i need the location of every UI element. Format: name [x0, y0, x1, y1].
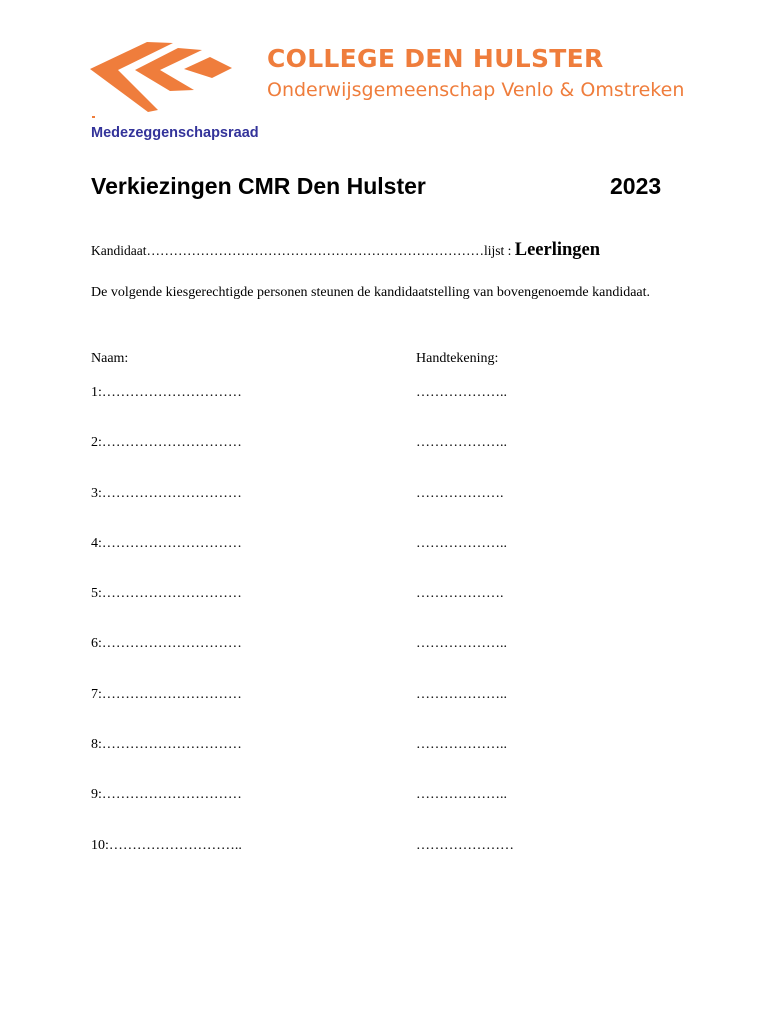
signature-field[interactable]: ………………… — [416, 838, 514, 853]
name-field[interactable]: 8:………………………… — [91, 737, 242, 752]
name-column-header: Naam: — [91, 351, 129, 366]
org-name: COLLEGE DEN HULSTER — [267, 44, 604, 73]
signature-column-header: Handtekening: — [416, 351, 499, 366]
signature-field[interactable]: ………………. — [416, 486, 504, 501]
council-name: Medezeggenschapsraad — [91, 125, 259, 141]
list-value: Leerlingen — [514, 240, 601, 260]
document-year: 2023 — [610, 173, 662, 199]
decorative-dot — [92, 116, 95, 118]
signature-field[interactable]: ……………….. — [416, 385, 507, 400]
signature-field[interactable]: ……………….. — [416, 687, 507, 702]
signature-field[interactable]: ……………….. — [416, 787, 507, 802]
org-subtitle: Onderwijsgemeenschap Venlo & Omstreken — [267, 79, 685, 101]
name-field[interactable]: 4:………………………… — [91, 536, 242, 551]
name-field[interactable]: 3:………………………… — [91, 486, 242, 501]
intro-text: De volgende kiesgerechtigde personen steunen de kandidaatstelling van bovengenoemde kandidaat. — [91, 285, 651, 300]
name-field[interactable]: 6:………………………… — [91, 636, 242, 651]
signature-field[interactable]: ……………….. — [416, 435, 507, 450]
logo-inner-chevron — [184, 57, 232, 78]
signature-field[interactable]: ………………. — [416, 586, 504, 601]
signature-field[interactable]: ……………….. — [416, 536, 507, 551]
name-field[interactable]: 9:………………………… — [91, 787, 242, 802]
signature-field[interactable]: ……………….. — [416, 636, 507, 651]
name-field[interactable]: 5:………………………… — [91, 586, 242, 601]
name-field[interactable]: 2:………………………… — [91, 435, 242, 450]
name-field[interactable]: 10:……………………….. — [91, 838, 242, 853]
name-field[interactable]: 7:………………………… — [91, 687, 242, 702]
document-title: Verkiezingen CMR Den Hulster — [91, 173, 426, 199]
name-field[interactable]: 1:………………………… — [91, 385, 242, 400]
college-logo-icon — [90, 42, 232, 112]
signature-field[interactable]: ……………….. — [416, 737, 507, 752]
candidate-field[interactable]: Kandidaat…………………………………………………………………lijst : — [91, 243, 515, 258]
candidate-line — [91, 240, 600, 261]
